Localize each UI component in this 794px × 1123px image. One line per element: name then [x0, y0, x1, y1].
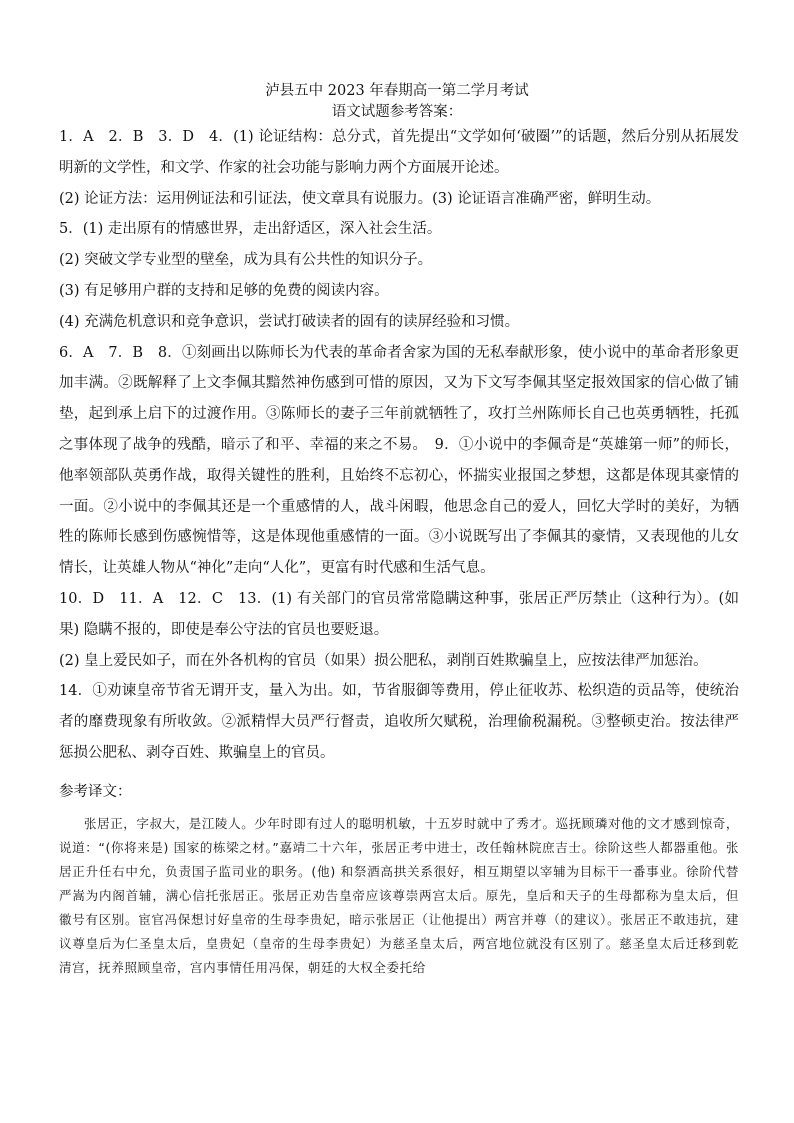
reference-translation	[59, 812, 739, 980]
answer-q10-13: 10．D 11．A 12．C 13．(1) 有关部门的官员常常隐瞒这种事，张居正严厉禁止（这种行为）。(如果) 隐瞒不报的，即使是奉公守法的官员也要贬退。	[59, 590, 739, 638]
answer-q5-part4: (4) 充满危机意识和竞争意识，尝试打破读者的固有的读屏经验和习惯。	[59, 313, 520, 330]
translation-paragraph: 张居正，字叔大，是江陵人。少年时即有过人的聪明机敏，十五岁时就中了秀才。巡抚顾璘对他的文才感到惊奇，说道：“(你将来是) 国家的栋梁之材。”嘉靖二十六年，张居正考中进士，改任翰林院庶吉士。徐阶这些人都器重他。张居正升任右中允，负责国子监司业的职务。(他) 和祭酒高拱关系很好，相互期望以宰辅为目标干一番事业。徐阶代替严嵩为内阁首辅，满心信托张居正。张居正劝告皇帝应该尊崇两宫太后。原先，皇后和天子的生母都称为皇太后，但徽号有区别。宦官冯保想讨好皇帝的生母李贵妃，暗示张居正（让他提出）两宫并尊（的建议）。张居正不敢违抗，建议尊皇后为仁圣皇太后，皇贵妃（皇帝的生母李贵妃）为慈圣皇太后，两宫地位就没有区别了。慈圣皇太后迁移到乾清宫，抚养照顾皇帝，宫内事情任用冯保，朝廷的大权全委托给	[59, 816, 740, 975]
answer-q14: 14．①劝谏皇帝节省无谓开支，量入为出。如，节省服御等费用，停止征收苏、松织造的贡品等，使统治者的靡费现象有所收敛。②派精悍大员严行督责，追收所欠赋税，治理偷税漏税。③整顿吏治。按法律严惩损公肥私、剥夺百姓、欺骗皇上的官员。	[59, 683, 739, 761]
answer-key-subtitle: 语文试题参考答案：	[331, 104, 463, 120]
reference-translation-label: 参考译文：	[59, 784, 132, 800]
answer-q13-part2: (2) 皇上爱民如子，而在外各机构的官员（如果）损公肥私，剥削百姓欺骗皇上，应按法律严加惩治。	[59, 652, 708, 669]
answer-q5-part1: 5．(1) 走出原有的情感世界，走出舒适区，深入社会生活。	[59, 221, 442, 238]
answer-q5-part2: (2) 突破文学专业型的壁垒，成为具有公共性的知识分子。	[59, 252, 433, 269]
exam-title: 泸县五中 2023 年春期高一第二学月考试	[265, 83, 529, 99]
answer-q6-9: 6．A 7．B 8．①刻画出以陈师长为代表的革命者舍家为国的无私奉献形象，使小说中的革命者形象更加丰满。②既解释了上文李佩其黯然神伤感到可惜的原因，又为下文写李佩其坚定报效国家的信心做了铺垫，起到承上启下的过渡作用。③陈师长的妻子三年前就牺牲了，攻打兰州陈师长自己也英勇牺牲，托孤之事体现了战争的残酷，暗示了和平、幸福的来之不易。 9．①小说中的李佩奇是“英雄第一师”的师长，他率领部队英勇作战，取得关键性的胜利，且始终不忘初心，怀揣实业报国之梦想，这都是体现其豪情的一面。②小说中的李佩其还是一个重感情的人，战斗闲暇，他思念自己的爱人，回忆大学时的美好，为牺牲的陈师长感到伤感惋惜等，这是体现他重感情的一面。③小说既写出了李佩其的豪情，又表现他的儿女情长，让英雄人物从“神化”走向“人化”，更富有时代感和生活气息。	[59, 344, 740, 577]
answer-q5-part3: (3) 有足够用户群的支持和足够的免费的阅读内容。	[59, 282, 389, 299]
answer-q1-4: 1．A 2．B 3．D 4．(1) 论证结构：总分式，首先提出“文学如何‘破圈’”的话题，然后分别从拓展发明新的文学性，和文学、作家的社会功能与影响力两个方面展开论述。	[59, 129, 739, 176]
answer-q4-part2: (2) 论证方法：运用例证法和引证法，使文章具有说服力。(3) 论证语言准确严密，鲜明生动。	[59, 190, 661, 207]
answer-block	[59, 122, 739, 769]
